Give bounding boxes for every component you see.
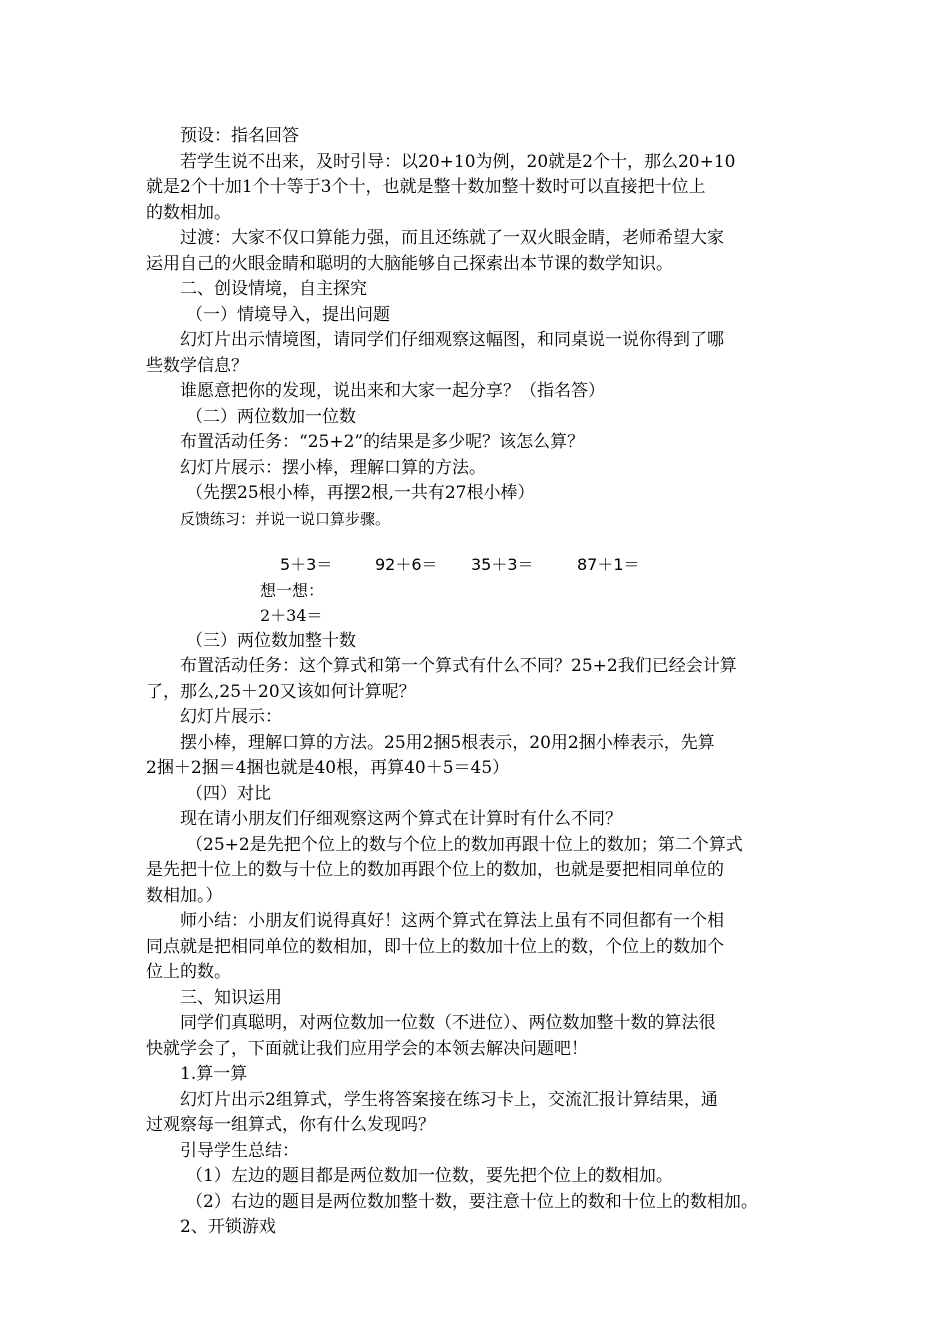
item-heading-1: 1.算一算 [180, 1064, 248, 1084]
subsection-heading-3: （三）两位数加整十数 [186, 630, 356, 651]
exercise-item: 92＋6＝ [375, 555, 438, 574]
think-expression: 2＋34＝ [260, 606, 323, 625]
paragraph-summary-cont: 同点就是把相同单位的数相加，即十位上的数加十位上的数，个位上的数加个 [146, 936, 724, 957]
paragraph-praise-cont: 快就学会了，下面就让我们应用学会的本领去解决问题吧！ [146, 1038, 588, 1059]
paragraph-preset: 预设：指名回答 [180, 126, 299, 146]
paragraph-slide-2: 幻灯片展示：摆小棒，理解口算的方法。 [180, 457, 486, 478]
paragraph-feedback: 反馈练习：并说一说口算步骤。 [180, 509, 391, 528]
paragraph-slide-1-cont: 些数学信息？ [146, 355, 248, 376]
paragraph-slide-3: 幻灯片展示： [180, 707, 282, 727]
paragraph-bundles-cont: 2捆＋2捆＝4捆也就是40根，再算40＋5＝45） [146, 758, 510, 778]
paragraph-compare: （25+2是先把个位上的数与个位上的数加再跟十位上的数加；第二个算式 [186, 834, 743, 855]
paragraph-guide-end: 的数相加。 [146, 202, 231, 223]
paragraph-guide: 若学生说不出来，及时引导：以20+10为例，20就是2个十，那么20+10 [180, 151, 736, 172]
paragraph-summary: 师小结：小朋友们说得真好！这两个算式在算法上虽有不同但都有一个相 [180, 911, 724, 931]
paragraph-transition-cont: 运用自己的火眼金睛和聪明的大脑能够自己探索出本节课的数学知识。 [146, 253, 673, 274]
item-heading-2: 2、开锁游戏 [180, 1217, 276, 1237]
exercise-item: 87＋1＝ [577, 555, 640, 574]
paragraph-task-2-cont: 了，那么,25＋20又该如何计算呢？ [146, 681, 416, 702]
exercise-item: 5＋3＝ [280, 555, 333, 574]
paragraph-slide-4: 幻灯片出示2组算式，学生将答案接在练习卡上，交流汇报计算结果，通 [180, 1089, 718, 1110]
exercise-item: 35＋3＝ [471, 555, 534, 574]
paragraph-slide-4-cont: 过观察每一组算式，你有什么发现吗？ [146, 1115, 435, 1135]
conclusion-item-2: （2）右边的题目是两位数加整十数，要注意十位上的数和十位上的数相加。 [186, 1191, 758, 1212]
paragraph-praise: 同学们真聪明，对两位数加一位数（不进位）、两位数加整十数的算法很 [180, 1013, 716, 1033]
document-body [146, 124, 826, 1241]
paragraph-sticks: （先摆25根小棒，再摆2根,一共有27根小棒） [186, 483, 535, 503]
conclusion-item-1: （1）左边的题目都是两位数加一位数，要先把个位上的数相加。 [186, 1166, 673, 1186]
subsection-heading-2: （二）两位数加一位数 [186, 406, 356, 427]
paragraph-compare-cont: 是先把十位上的数与十位上的数加再跟个位上的数加，也就是要把相同单位的 [146, 860, 724, 880]
think-label: 想一想： [260, 580, 325, 600]
section-heading-3: 三、知识运用 [180, 987, 282, 1008]
paragraph-observe: 现在请小朋友们仔细观察这两个算式在计算时有什么不同？ [180, 809, 622, 829]
subsection-heading-4: （四）对比 [186, 783, 271, 804]
paragraph-summary-end: 位上的数。 [146, 962, 231, 982]
paragraph-share: 谁愿意把你的发现，说出来和大家一起分享？（指名答） [180, 381, 605, 401]
paragraph-task-2: 布置活动任务：这个算式和第一个算式有什么不同？25+2我们已经会计算 [180, 656, 737, 676]
paragraph-guide-cont: 就是2个十加1个十等于3个十，也就是整十数加整十数时可以直接把十位上 [146, 177, 706, 197]
paragraph-slide-1: 幻灯片出示情境图，请同学们仔细观察这幅图，和同桌说一说你得到了哪 [180, 330, 724, 350]
section-heading-2: 二、创设情境，自主探究 [180, 279, 367, 299]
exercise-row [146, 552, 826, 578]
paragraph-transition: 过渡：大家不仅口算能力强，而且还练就了一双火眼金睛，老师希望大家 [180, 228, 724, 248]
paragraph-conclude: 引导学生总结： [180, 1140, 299, 1161]
paragraph-bundles: 摆小棒，理解口算的方法。25用2捆5根表示，20用2捆小棒表示，先算 [180, 732, 715, 753]
spacer [146, 532, 826, 552]
paragraph-compare-end: 数相加。） [146, 885, 223, 906]
paragraph-task-1: 布置活动任务：“25+2”的结果是多少呢？该怎么算？ [180, 432, 585, 452]
subsection-heading-1: （一）情境导入，提出问题 [186, 304, 390, 325]
